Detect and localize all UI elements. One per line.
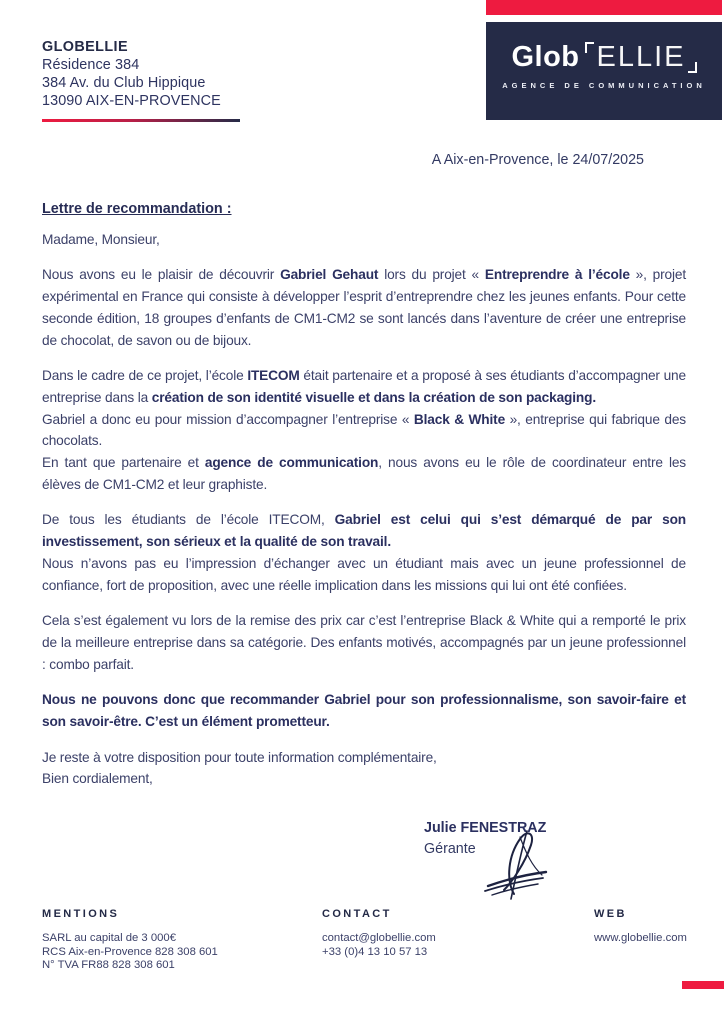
footer-email: contact@globellie.com: [322, 931, 436, 944]
logo-wordmark: [486, 41, 722, 73]
letter-paragraph: Nous avons eu le plaisir de découvrir Gabriel Gehaut lors du projet « Entreprendre à l’école », projet expérimental en France qui consiste à développer l’esprit d’entreprendre chez les jeunes enfants. Pour cette seconde édition, 18 groupes d’enfants de CM1-CM2 se sont lancés dans l’aventure de créer une entreprise de chocolat, de savon ou de bijoux.: [42, 267, 686, 348]
letter-salutation: Madame, Monsieur,: [42, 231, 160, 247]
sender-address-line: 384 Av. du Club Hippique: [42, 75, 206, 91]
letter-paragraph: Gabriel a donc eu pour mission d’accompagner l’entreprise « Black & White », entreprise qui fabrique des chocolats.: [42, 411, 686, 449]
letter-paragraph: Nous n’avons pas eu l’impression d’échanger avec un étudiant mais avec un jeune professionnel de confiance, fort de proposition, avec une réelle implication dans les missions qui lui ont été confiées.: [42, 555, 686, 593]
logo-word-thin: ELLIE: [596, 41, 686, 73]
signature-scribble: [480, 828, 562, 902]
sender-address-line: Résidence 384: [42, 57, 140, 73]
signer-title: Gérante: [424, 841, 476, 857]
signature-block: [424, 820, 574, 857]
footer-line: N° TVA FR88 828 308 601: [42, 959, 175, 972]
letter-subject: Lettre de recommandation :: [42, 201, 232, 217]
paragraph-group: [42, 610, 686, 675]
logo-tagline: AGENCE DE COMMUNICATION: [502, 81, 706, 90]
company-logo: [486, 22, 722, 120]
signer-name: Julie FENESTRAZ: [424, 820, 547, 836]
logo-bracket-close-icon: [688, 62, 697, 73]
paragraph-group: [42, 689, 686, 732]
closing-line: Je reste à votre disposition pour toute information complémentaire,: [42, 749, 437, 765]
footer-heading: MENTIONS: [42, 908, 120, 920]
footer-heading: WEB: [594, 908, 627, 920]
logo-red-bar: [486, 0, 722, 15]
letter-paragraph: En tant que partenaire et agence de communication, nous avons eu le rôle de coordinateur entre les élèves de CM1-CM2 et leur graphiste.: [42, 455, 686, 492]
footer-red-bar: [682, 981, 724, 989]
footer-line: RCS Aix-en-Provence 828 308 601: [42, 945, 218, 958]
header-gradient-divider: [42, 119, 240, 122]
closing-line: Bien cordialement,: [42, 771, 153, 787]
letter-paragraph: Cela s’est également vu lors de la remise des prix car c’est l’entreprise Black & White qui a remporté le prix de la meilleure entreprise dans sa catégorie. Des enfants motivés, accompagnés par un jeune professionnel : combo parfait.: [42, 613, 686, 672]
sender-address-block: [42, 38, 240, 122]
closing-lines: [42, 747, 686, 790]
footer-website: www.globellie.com: [594, 931, 687, 944]
paragraph-group: [42, 365, 686, 495]
footer-web-column: [594, 908, 687, 946]
paragraph-group: [42, 509, 686, 596]
footer-phone: +33 (0)4 13 10 57 13: [322, 945, 428, 958]
letter-body: [42, 199, 686, 804]
logo-word-bold: Glob: [511, 41, 580, 73]
footer-contact-column: [322, 908, 436, 959]
logo-bracket-open-icon: [585, 42, 594, 53]
letter-paragraph: Nous ne pouvons donc que recommander Gabriel pour son professionnalisme, son savoir-faire et son savoir-être. C’est un élément prometteur.: [42, 692, 686, 730]
sender-company-name: GLOBELLIE: [42, 39, 128, 55]
paragraph-group: [42, 264, 686, 351]
letter-paragraph: De tous les étudiants de l’école ITECOM, Gabriel est celui qui s’est démarqué de par son investissement, son sérieux et la qualité de son travail.: [42, 512, 686, 550]
letter-date: A Aix-en-Provence, le 24/07/2025: [431, 152, 644, 168]
footer-mentions-column: [42, 908, 218, 973]
footer-line: SARL au capital de 3 000€: [42, 931, 176, 944]
footer-heading: CONTACT: [322, 908, 392, 920]
sender-address-line: 13090 AIX-EN-PROVENCE: [42, 93, 221, 109]
letter-paragraph: Dans le cadre de ce projet, l’école ITECOM était partenaire et a proposé à ses étudiants d’accompagner une entreprise dans la création de son identité visuelle et dans la création de son packaging.: [42, 368, 686, 405]
